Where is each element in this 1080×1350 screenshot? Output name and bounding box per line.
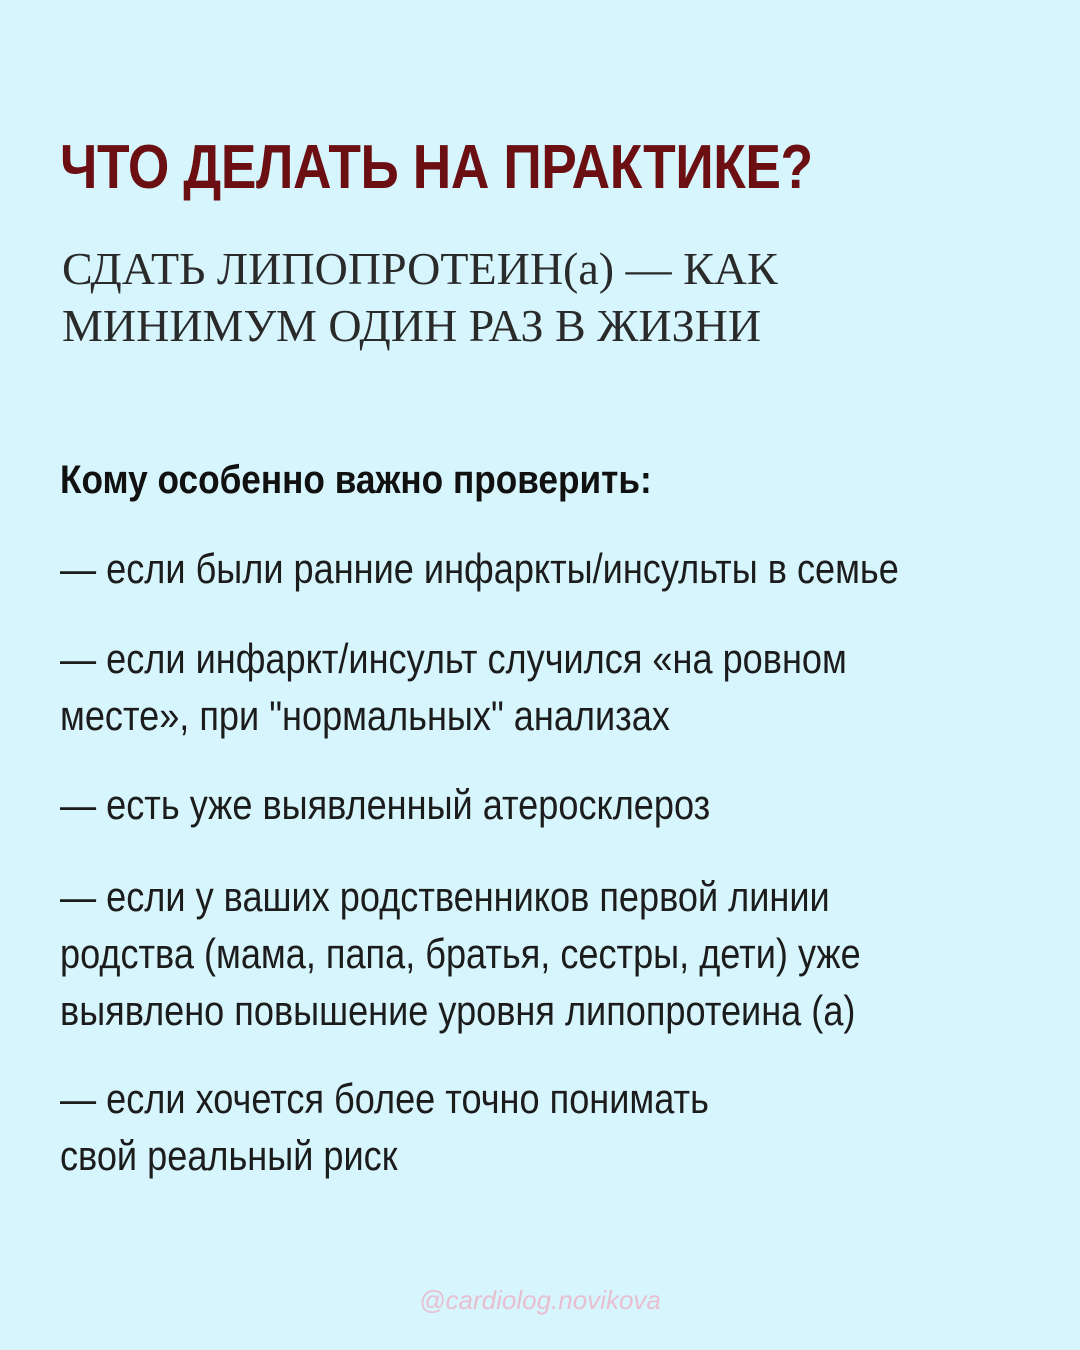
list-item — [60, 776, 710, 833]
author-handle: @cardiolog.novikova — [419, 1285, 661, 1315]
subtitle-line: СДАТЬ ЛИПОПРОТЕИН(а) — КАК — [62, 243, 778, 294]
list-item-line: выявлено повышение уровня липопротеина (а) — [60, 987, 856, 1034]
list-item — [60, 540, 899, 597]
subtitle-line: МИНИМУМ ОДИН РАЗ В ЖИЗНИ — [62, 300, 762, 351]
list-item — [60, 630, 847, 744]
list-item-line: — если хочется более точно понимать — [60, 1075, 709, 1122]
list-item — [60, 868, 861, 1039]
list-item-line: — если были ранние инфаркты/инсульты в семье — [60, 545, 899, 592]
list-item-line: — есть уже выявленный атеросклероз — [60, 781, 711, 828]
page-title: ЧТО ДЕЛАТЬ НА ПРАКТИКЕ? — [60, 133, 813, 202]
subtitle — [62, 240, 1022, 354]
list-item-line: — если инфаркт/инсульт случился «на ровном — [60, 635, 847, 682]
list-item-line: месте», при "нормальных" анализах — [60, 692, 670, 739]
list-item-line: свой реальный риск — [60, 1132, 398, 1179]
list-item — [60, 1070, 709, 1184]
section-heading: Кому особенно важно проверить: — [60, 458, 652, 502]
list-item-line: — если у ваших родственников первой линии — [60, 873, 830, 920]
list-item-line: родства (мама, папа, братья, сестры, дети) уже — [60, 930, 861, 977]
